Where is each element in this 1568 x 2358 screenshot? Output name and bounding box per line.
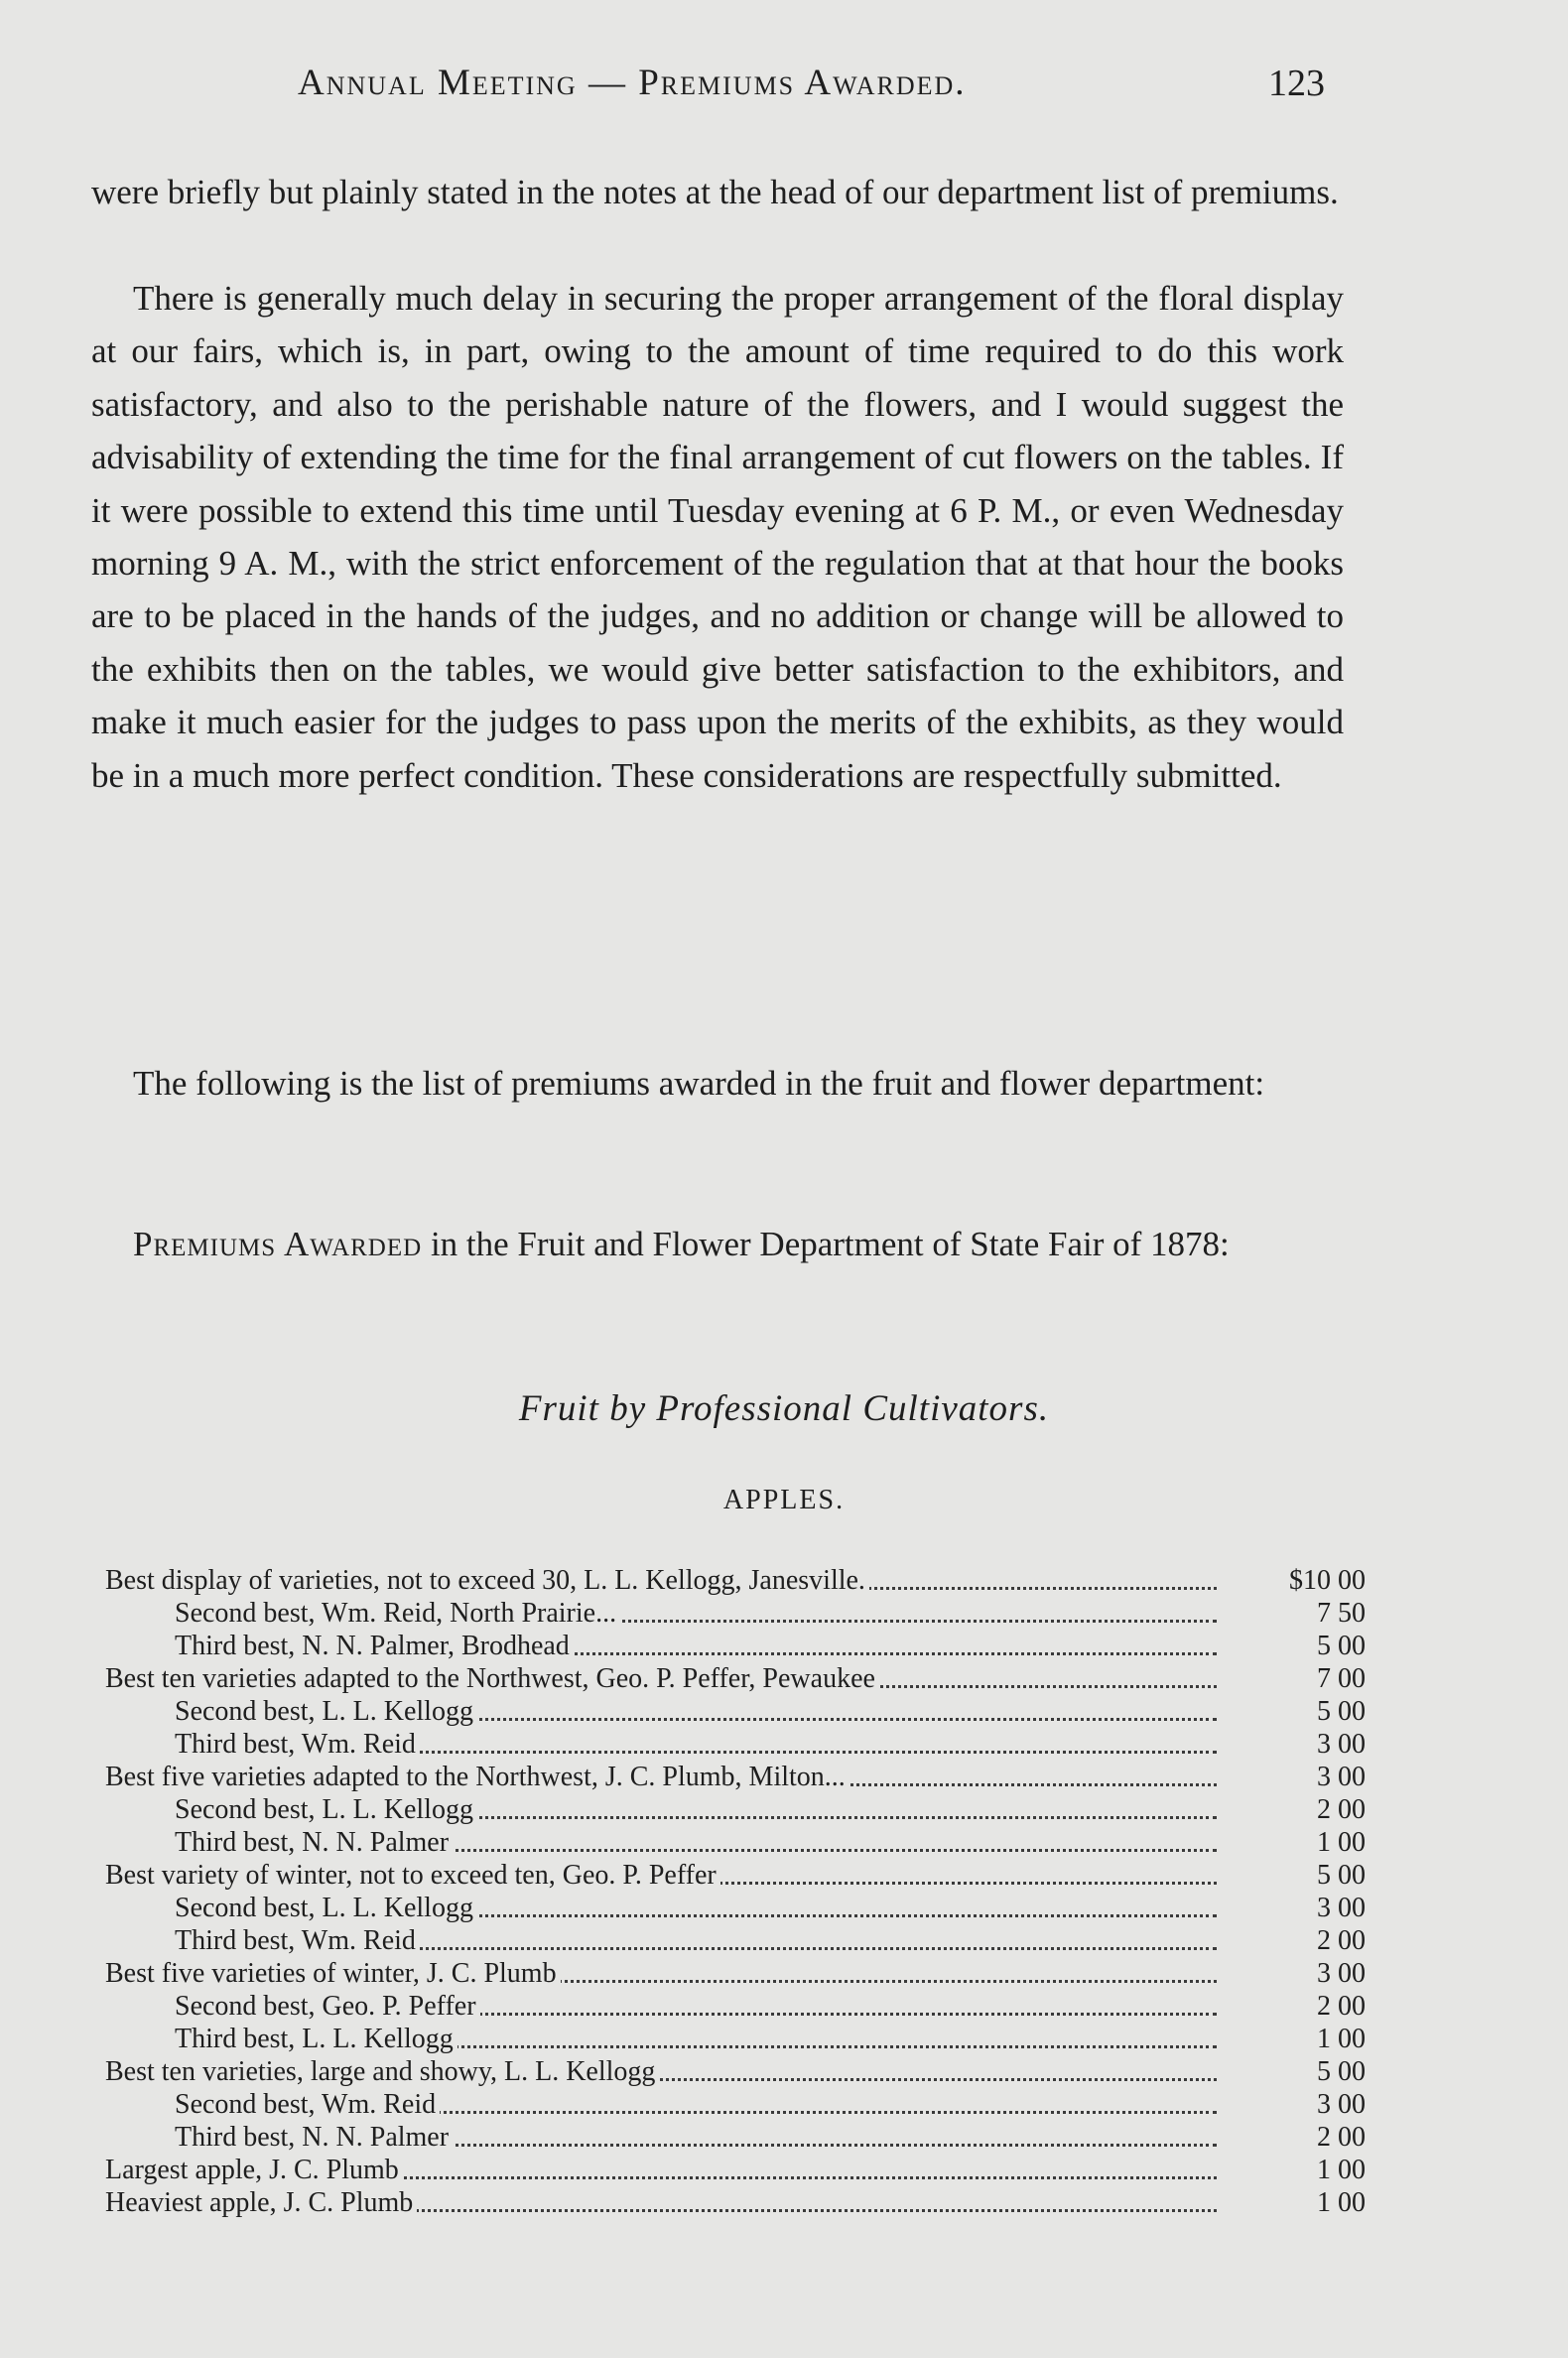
paragraph-text: The following is the list of premiums awarded in the fruit and flower department: bbox=[133, 1064, 1265, 1103]
premium-description: Second best, L. L. Kellogg bbox=[175, 1893, 477, 1923]
list-item bbox=[105, 1924, 1366, 1957]
premium-amount: 5 00 bbox=[1317, 2056, 1366, 2087]
premium-amount: 2 00 bbox=[1317, 1925, 1366, 1956]
premium-entry bbox=[175, 1630, 1217, 1662]
list-item bbox=[105, 1564, 1366, 1597]
premium-entry bbox=[175, 1728, 1217, 1761]
list-item bbox=[105, 1695, 1366, 1728]
paragraph-premiums-heading bbox=[91, 1218, 1344, 1270]
premium-description: Best variety of winter, not to exceed ten, Geo. P. Peffer bbox=[105, 1860, 720, 1891]
premium-entry bbox=[175, 1597, 1217, 1630]
list-item bbox=[105, 1826, 1366, 1859]
premium-entry bbox=[175, 1990, 1217, 2023]
premium-amount: 2 00 bbox=[1317, 1794, 1366, 1825]
list-item bbox=[105, 1957, 1366, 1990]
premium-description: Third best, N. N. Palmer, Brodhead bbox=[175, 1631, 574, 1661]
premium-description: Third best, Wm. Reid bbox=[175, 1729, 420, 1760]
premium-amount: 5 00 bbox=[1317, 1631, 1366, 1661]
premium-description: Second best, L. L. Kellogg bbox=[175, 1794, 477, 1825]
premium-amount: 3 00 bbox=[1317, 1729, 1366, 1760]
premium-entry bbox=[105, 2055, 1217, 2088]
section-title: Fruit by Professional Cultivators. bbox=[518, 1388, 1050, 1429]
paragraph-floral-display bbox=[91, 272, 1344, 802]
paragraph-text: There is generally much delay in securing the proper arrangement of the floral display at our fairs, which is, in part, owing to the amount of time required to do this work satisfactory, and also to the perishable nature of the flowers, and I would suggest the advisability of extending the time for the final arrangement of cut flowers on the tables. If it were possible to extend this time until Tuesday evening at 6 P. M., or even Wednesday morning 9 A. M., with the strict enforcement of the regulation that at that hour the books are to be placed in the hands of the judges, and no addition or change will be allowed to the exhibits then on the tables, we would give better satisfaction to the exhibitors, and make it much easier for the judges to pass upon the merits of the exhibits, as they would be in a much more perfect condition. These considerations are respectfully submitted. bbox=[91, 279, 1344, 795]
list-item bbox=[105, 2023, 1366, 2055]
premium-amount: 1 00 bbox=[1317, 2024, 1366, 2054]
running-title: Annual Meeting — Premiums Awarded. bbox=[298, 63, 967, 103]
premium-description: Best display of varieties, not to exceed 30, L. L. Kellogg, Janesville. bbox=[105, 1565, 869, 1596]
premiums-awarded-lead: Premiums Awarded bbox=[133, 1225, 423, 1263]
premium-amount: 2 00 bbox=[1317, 2122, 1366, 2153]
premium-entry bbox=[105, 1761, 1217, 1793]
premium-description: Largest apple, J. C. Plumb bbox=[105, 2155, 403, 2185]
list-item bbox=[105, 2154, 1366, 2186]
list-item bbox=[105, 2121, 1366, 2154]
list-item bbox=[105, 2186, 1366, 2219]
premium-description: Best ten varieties adapted to the Northwest, Geo. P. Peffer, Pewaukee bbox=[105, 1663, 879, 1694]
premium-description: Second best, Wm. Reid, North Prairie... bbox=[175, 1598, 620, 1629]
list-item bbox=[105, 2055, 1366, 2088]
list-item bbox=[105, 1761, 1366, 1793]
premium-entry bbox=[175, 2121, 1217, 2154]
premium-amount: 3 00 bbox=[1317, 2089, 1366, 2120]
premium-entry bbox=[105, 1957, 1217, 1990]
premium-entry bbox=[175, 1892, 1217, 1924]
premium-description: Third best, L. L. Kellogg bbox=[175, 2024, 457, 2054]
premium-entry bbox=[175, 1695, 1217, 1728]
page-number: 123 bbox=[1268, 63, 1325, 104]
premium-amount: 7 50 bbox=[1317, 1598, 1366, 1629]
premium-description: Best five varieties adapted to the Northwest, J. C. Plumb, Milton... bbox=[105, 1762, 849, 1792]
list-item bbox=[105, 1859, 1366, 1892]
list-item bbox=[105, 1630, 1366, 1662]
premium-entry bbox=[175, 2023, 1217, 2055]
premium-description: Second best, L. L. Kellogg bbox=[175, 1696, 477, 1727]
premium-amount: 1 00 bbox=[1317, 2187, 1366, 2218]
list-item bbox=[105, 1597, 1366, 1630]
premium-amount: 1 00 bbox=[1317, 1827, 1366, 1858]
list-item bbox=[105, 1892, 1366, 1924]
premium-entry bbox=[105, 2186, 1217, 2219]
premium-description: Third best, N. N. Palmer bbox=[175, 2122, 453, 2153]
premium-list bbox=[105, 1564, 1366, 2219]
premium-amount: 3 00 bbox=[1317, 1893, 1366, 1923]
premium-description: Third best, N. N. Palmer bbox=[175, 1827, 453, 1858]
premium-amount: 1 00 bbox=[1317, 2155, 1366, 2185]
premium-amount: 3 00 bbox=[1317, 1762, 1366, 1792]
premiums-awarded-rest: in the Fruit and Flower Department of State Fair of 1878: bbox=[422, 1225, 1230, 1263]
paragraph-list-intro bbox=[91, 1057, 1344, 1110]
paragraph-text: were briefly but plainly stated in the notes at the head of our department list of premiums. bbox=[91, 173, 1339, 211]
premium-entry bbox=[105, 2154, 1217, 2186]
premium-description: Best ten varieties, large and showy, L. L. Kellogg bbox=[105, 2056, 659, 2087]
list-item bbox=[105, 1793, 1366, 1826]
premium-description: Best five varieties of winter, J. C. Plumb bbox=[105, 1958, 561, 1989]
premium-entry bbox=[105, 1859, 1217, 1892]
list-item bbox=[105, 1728, 1366, 1761]
paragraph-continuation bbox=[91, 166, 1344, 218]
premium-entry bbox=[105, 1662, 1217, 1695]
premium-description: Second best, Geo. P. Peffer bbox=[175, 1991, 480, 2022]
premium-entry bbox=[175, 1924, 1217, 1957]
premium-amount: 5 00 bbox=[1317, 1696, 1366, 1727]
premium-entry bbox=[175, 2088, 1217, 2121]
premium-amount: 2 00 bbox=[1317, 1991, 1366, 2022]
running-head bbox=[0, 62, 1568, 111]
list-item bbox=[105, 1990, 1366, 2023]
subsection-title: APPLES. bbox=[722, 1485, 846, 1515]
premium-entry bbox=[175, 1793, 1217, 1826]
paragraph-text bbox=[91, 1218, 1344, 1270]
premium-amount: $10 00 bbox=[1289, 1565, 1366, 1596]
premium-description: Third best, Wm. Reid bbox=[175, 1925, 420, 1956]
premium-amount: 5 00 bbox=[1317, 1860, 1366, 1891]
premium-entry bbox=[175, 1826, 1217, 1859]
premium-entry bbox=[105, 1564, 1217, 1597]
premium-amount: 3 00 bbox=[1317, 1958, 1366, 1989]
premium-description: Heaviest apple, J. C. Plumb bbox=[105, 2187, 417, 2218]
premium-description: Second best, Wm. Reid bbox=[175, 2089, 440, 2120]
list-item bbox=[105, 1662, 1366, 1695]
premium-amount: 7 00 bbox=[1317, 1663, 1366, 1694]
list-item bbox=[105, 2088, 1366, 2121]
